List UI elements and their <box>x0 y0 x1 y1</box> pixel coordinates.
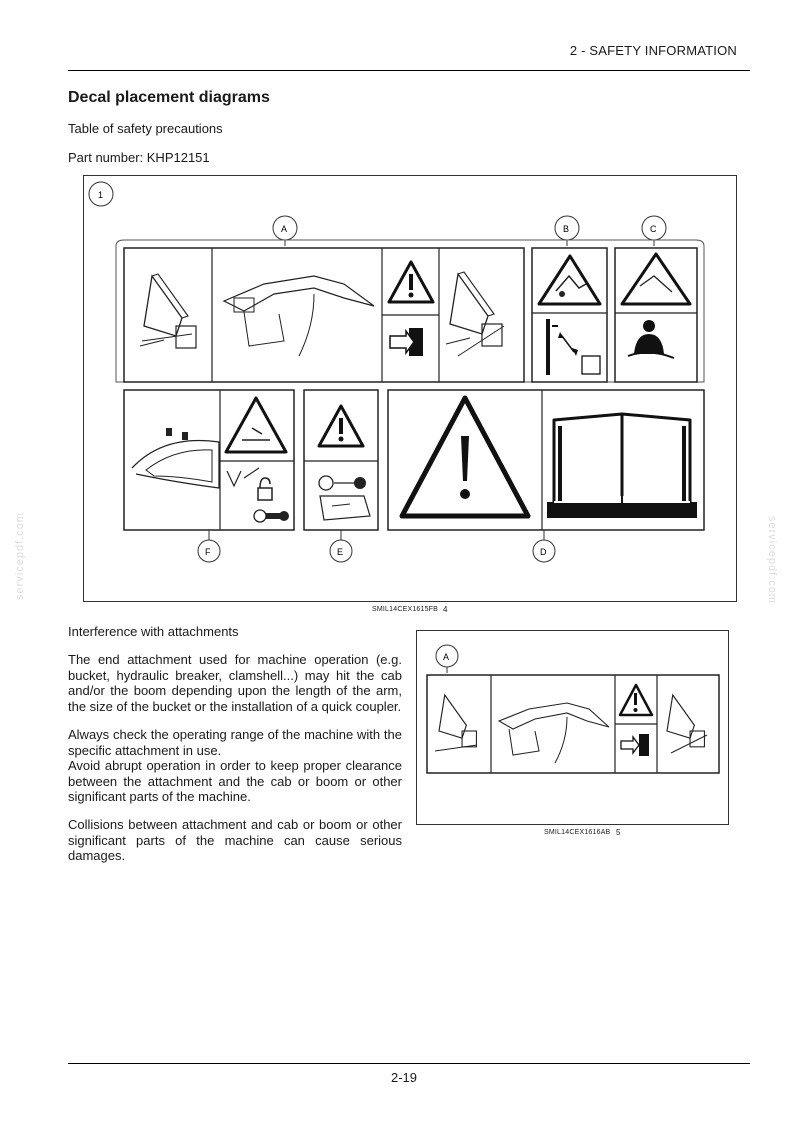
header-rule <box>68 70 750 71</box>
paragraph-1: The end attachment used for machine operation (e.g. bucket, hydraulic breaker, clamshell...) may hit the cab and/or the boom depending upon the length of the arm, the size of the bucket or the installation of a quick coupler. <box>68 652 402 714</box>
watermark-left: servicepdf.com <box>14 512 26 600</box>
callout-e: E <box>337 547 344 557</box>
page-number: 2-19 <box>390 1070 418 1085</box>
callout-d: D <box>540 547 547 557</box>
interference-title: Interference with attachments <box>68 624 239 639</box>
page-heading: Decal placement diagrams <box>68 89 270 106</box>
callout-f: F <box>205 547 211 557</box>
footer-rule <box>68 1063 750 1064</box>
figure-2-callout-a: A <box>443 652 450 662</box>
watermark-right: servicepdf.com <box>766 516 778 604</box>
part-number: Part number: KHP12151 <box>68 150 210 165</box>
paragraph-3: Avoid abrupt operation in order to keep proper clearance between the attachment and the cab or boom or other significant parts of the machine. <box>68 758 402 804</box>
decal-a-diagram <box>417 631 728 824</box>
figure-2-caption-code: SMIL14CEX1616AB <box>544 829 611 836</box>
figure-1-number: 1 <box>98 190 104 200</box>
decal-figure-1 <box>83 175 737 602</box>
paragraph-4: Collisions between attachment and cab or boom or other significant parts of the machine can cause serious damages. <box>68 817 402 863</box>
decal-figure-2 <box>416 630 729 825</box>
decal-diagram <box>84 176 736 601</box>
section-header: 2 - SAFETY INFORMATION <box>569 43 737 58</box>
figure-2-caption-number: 5 <box>616 828 621 837</box>
paragraph-2: Always check the operating range of the machine with the specific attachment in use. <box>68 727 402 758</box>
subtitle: Table of safety precautions <box>68 121 223 136</box>
figure-1-caption-code: SMIL14CEX1615FB <box>372 606 439 613</box>
callout-c: C <box>650 224 657 234</box>
figure-1-caption-number: 4 <box>443 605 448 614</box>
callout-b: B <box>563 224 570 234</box>
callout-a: A <box>281 224 288 234</box>
